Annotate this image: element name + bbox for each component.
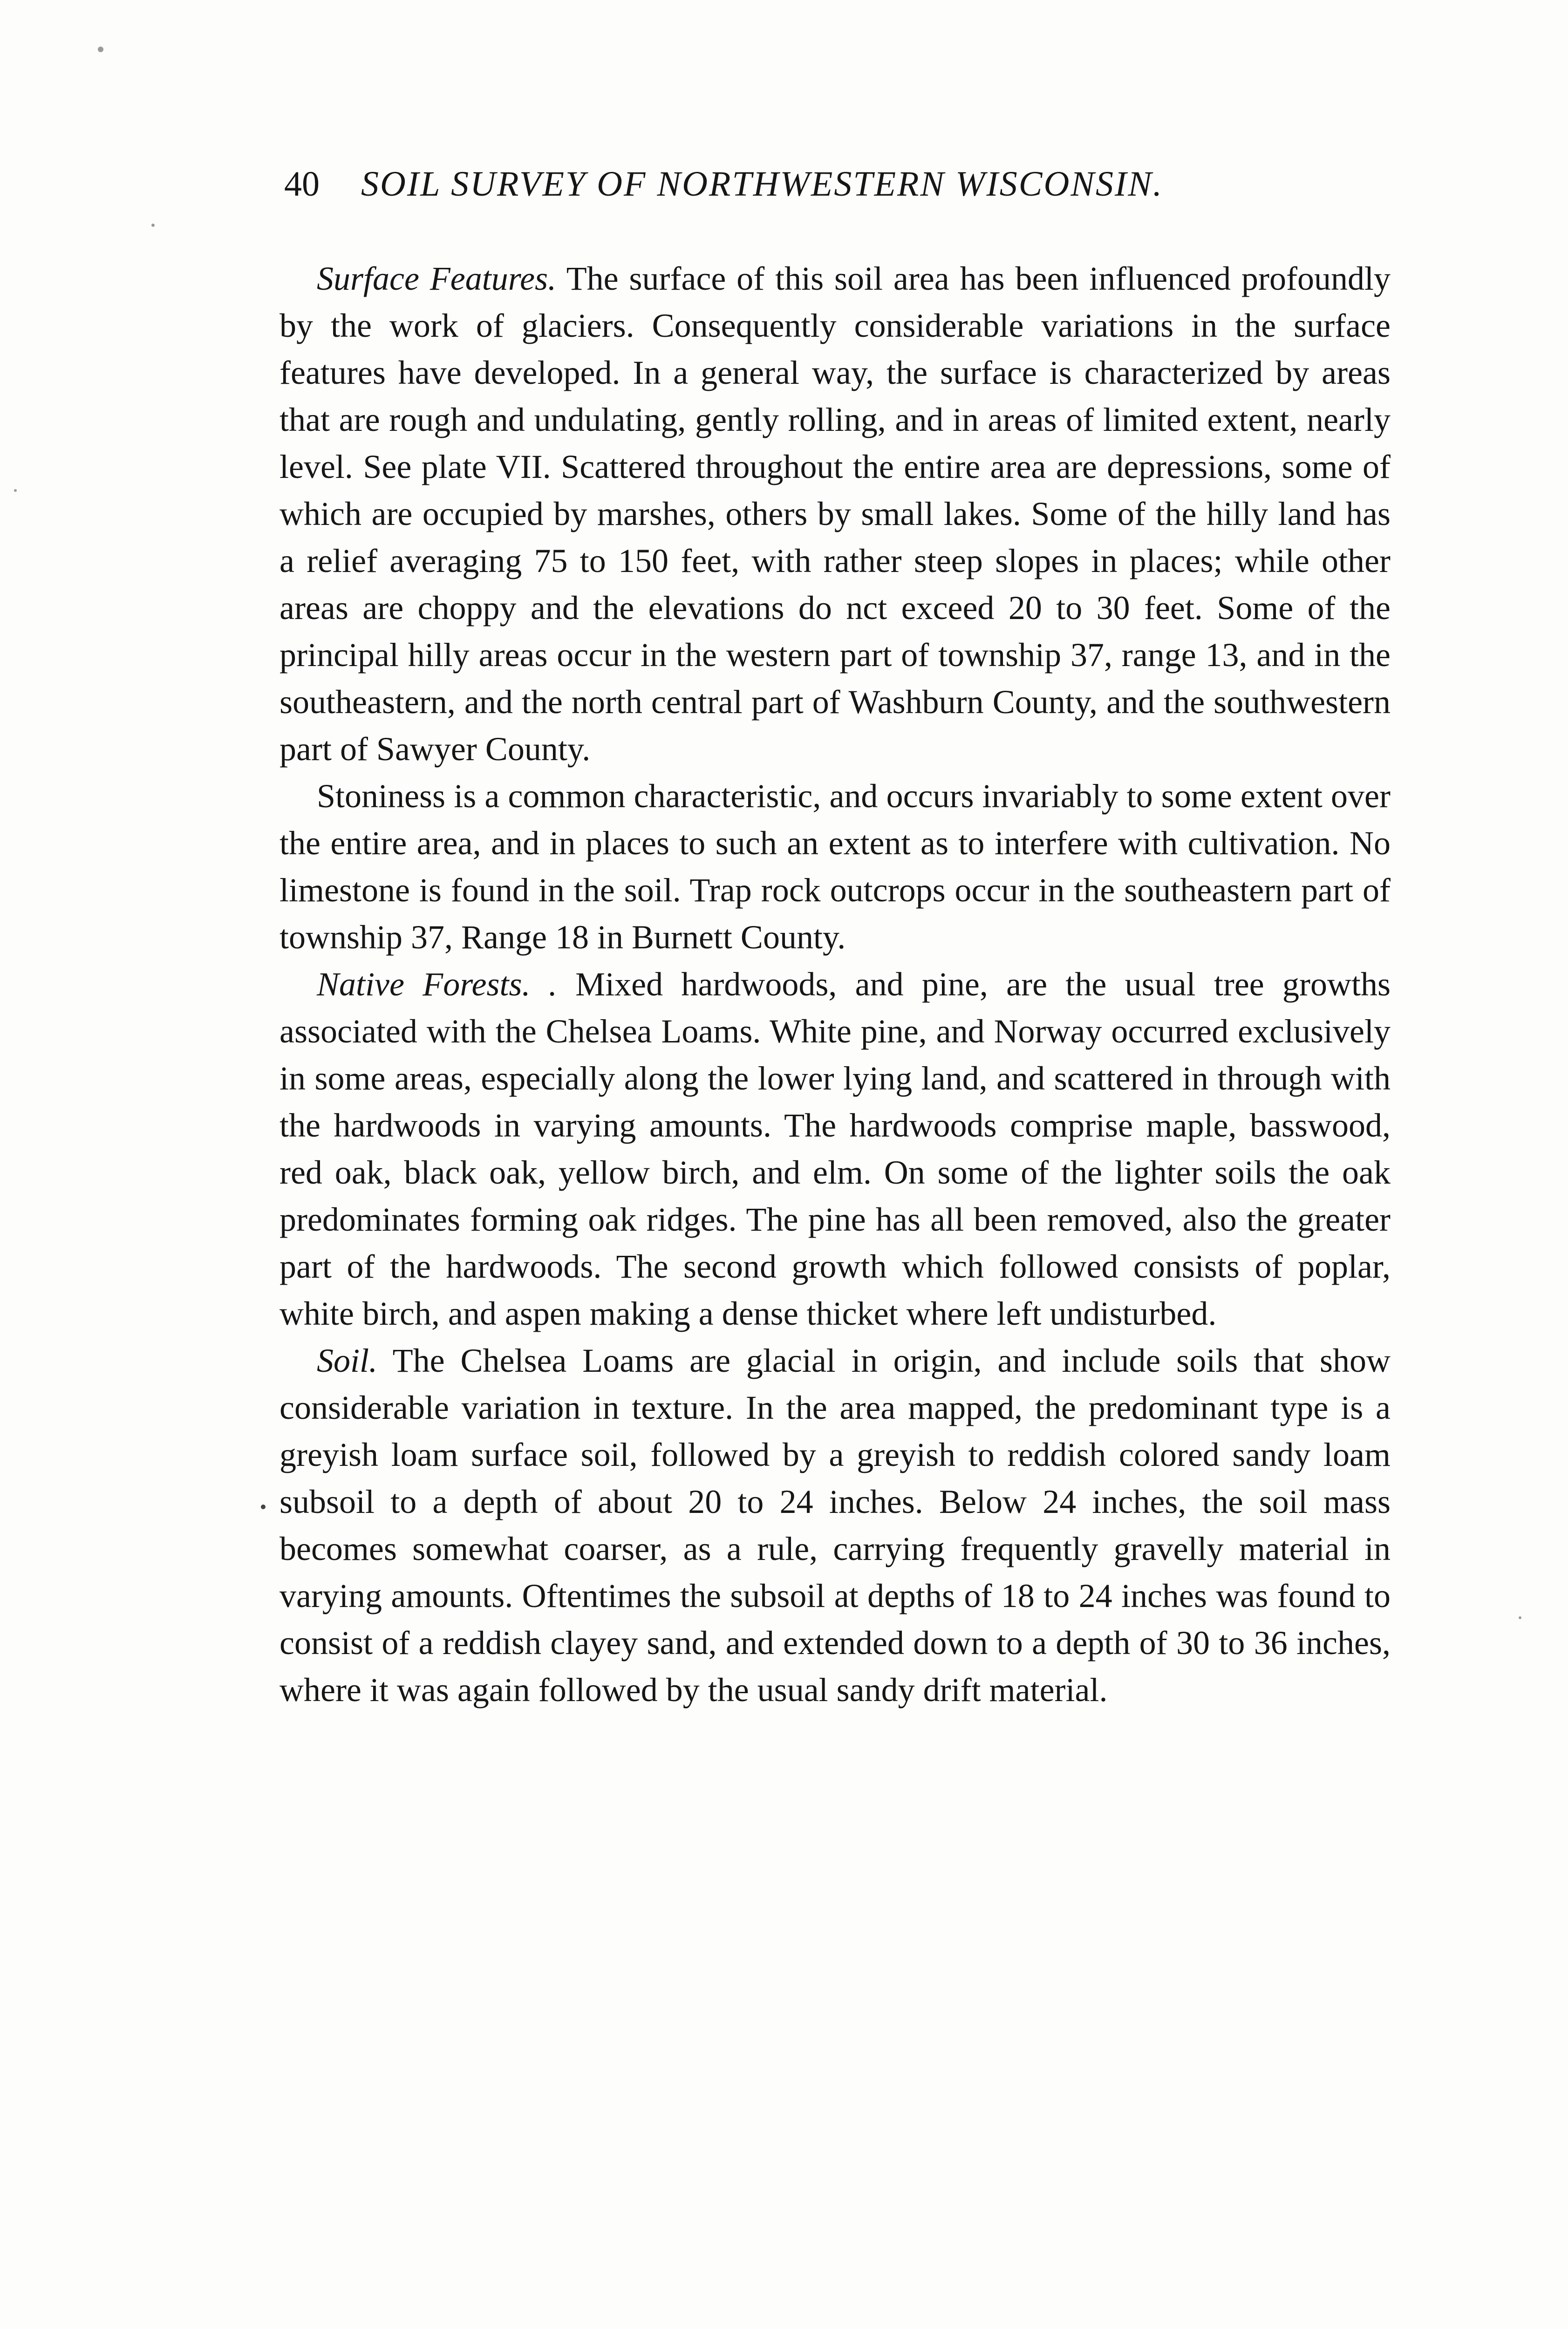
- paragraph-text: The surface of this soil area has been influenced profoundly by the work of glaciers. Consequently considerable variations in the surface features have developed. In a general way, the surface is characterized by areas that are rough and undulating, gently rolling, and in areas of limited extent, nearly level. See plate VII. Scattered throughout the entire area are depressions, some of which are occupied by marshes, others by small lakes. Some of the hilly land has a relief averaging 75 to 150 feet, with rather steep slopes in places; while other areas are choppy and the elevations do nct exceed 20 to 30 feet. Some of the principal hilly areas occur in the western part of township 37, range 13, and in the southeastern, and the north central part of Washburn County, and the southwestern part of Sawyer County.: [280, 260, 1391, 768]
- scan-speck: [98, 47, 103, 52]
- scan-speck: [151, 224, 155, 227]
- scan-speck: [261, 1505, 266, 1509]
- paragraph-heading: Surface Features.: [317, 260, 557, 297]
- paragraph-soil: [280, 1337, 1391, 1714]
- paragraph-text: The Chelsea Loams are glacial in origin, and include soils that show considerable variation in texture. In the area mapped, the predominant type is a greyish loam surface soil, followed by a greyish to reddish colored sandy loam subsoil to a depth of about 20 to 24 inches. Below 24 inches, the soil mass becomes somewhat coarser, as a rule, carrying frequently gravelly material in varying amounts. Oftentimes the subsoil at depths of 18 to 24 inches was found to consist of a reddish clayey sand, and extended down to a depth of 30 to 36 inches, where it was again followed by the usual sandy drift material.: [280, 1342, 1391, 1709]
- page-number: 40: [284, 164, 320, 204]
- paragraph-heading: Native Forests. .: [317, 966, 557, 1003]
- running-header: [284, 158, 1398, 210]
- scan-speck: [14, 489, 17, 492]
- body-text: [280, 255, 1391, 1714]
- paragraph-text: Stoniness is a common characteristic, and occurs invariably to some extent over the entire area, and in places to such an extent as to interfere with cultivation. No limestone is found in the soil. Trap rock outcrops occur in the southeastern part of township 37, Range 18 in Burnett County.: [280, 777, 1391, 956]
- paragraph-stoniness: [280, 773, 1391, 961]
- paragraph-heading: Soil.: [317, 1342, 378, 1379]
- paragraph-surface-features: [280, 255, 1391, 773]
- scan-speck: [1519, 1616, 1521, 1619]
- running-title: SOIL SURVEY OF NORTHWESTERN WISCONSIN.: [361, 164, 1164, 204]
- paragraph-native-forests: [280, 961, 1391, 1337]
- paragraph-text: Mixed hardwoods, and pine, are the usual tree growths associated with the Chelsea Loams. White pine, and Norway occurred exclusively in some areas, especially along the lower lying land, and scattered in through with the hardwoods in varying amounts. The hardwoods comprise maple, basswood, red oak, black oak, yellow birch, and elm. On some of the lighter soils the oak predominates forming oak ridges. The pine has all been removed, also the greater part of the hardwoods. The second growth which followed consists of poplar, white birch, and aspen making a dense thicket where left undisturbed.: [280, 966, 1391, 1332]
